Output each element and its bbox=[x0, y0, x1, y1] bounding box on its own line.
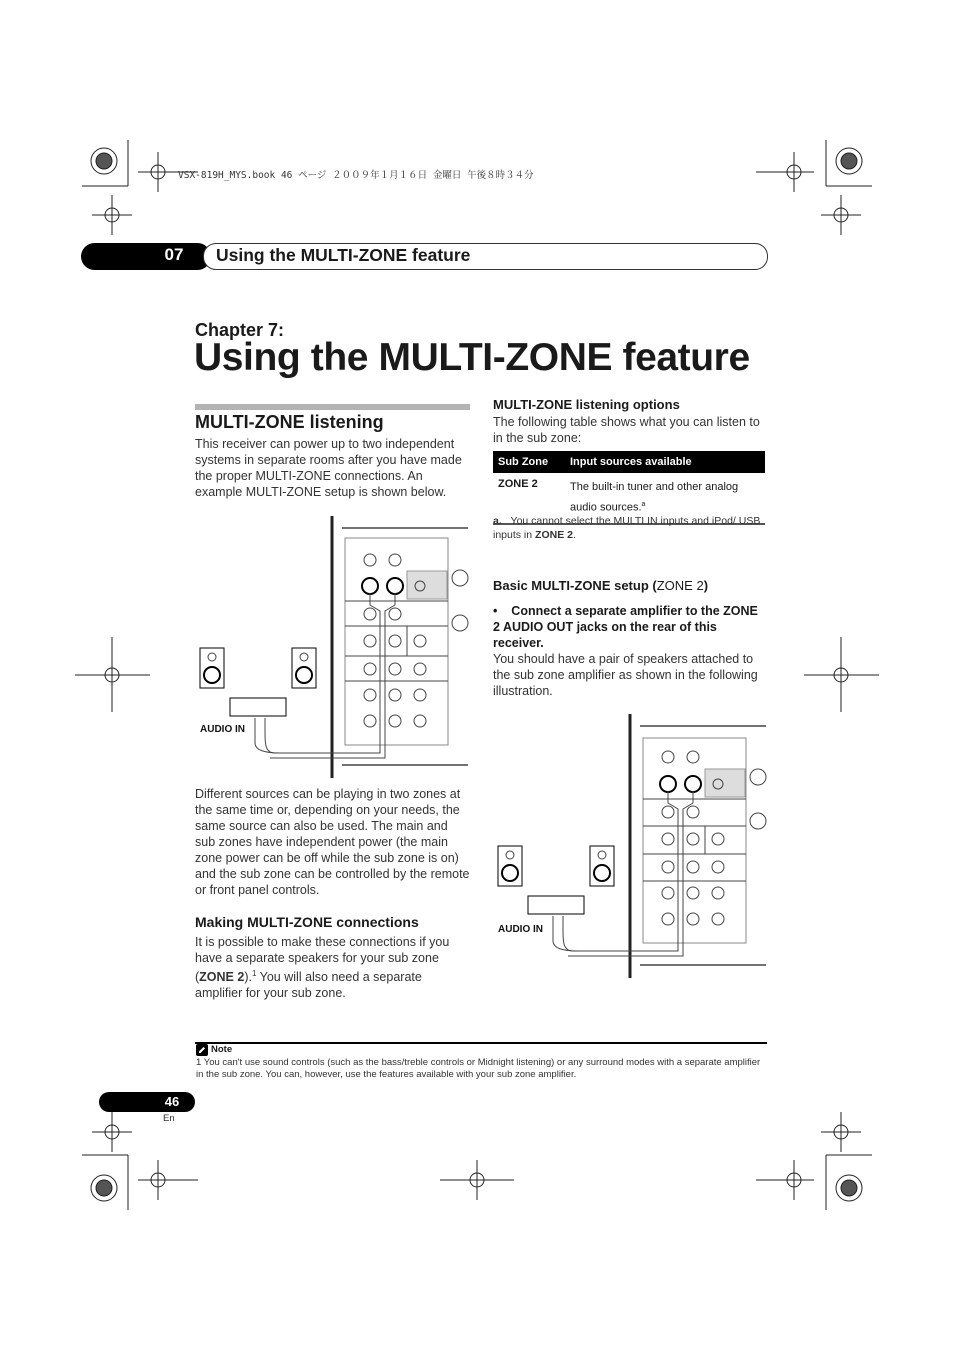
multizone-diagram-1 bbox=[195, 513, 470, 781]
chapter-number: 07 bbox=[164, 245, 184, 264]
note-label: Note bbox=[211, 1044, 233, 1055]
setup-paragraph: You should have a pair of speakers attached to the sub zone amplifier as shown in the following illustration. bbox=[493, 652, 758, 698]
table-header-sub-zone: Sub Zone bbox=[493, 451, 565, 473]
intro-paragraph: This receiver can power up to two independent systems in separate rooms after you have made the proper MULTI-ZONE connections. An example MULTI-ZONE setup is shown below. bbox=[195, 437, 462, 499]
sources-paragraph: Different sources can be playing in two zones at the same time or, depending on your needs, the same source can also be used. The main and sub zones have independent power (the main zone power can be off while the sub zone is on) and the sub zone can be controlled by the remote or front panel controls. bbox=[195, 787, 470, 897]
basic-setup-title: Basic MULTI-ZONE setup (ZONE 2) bbox=[493, 578, 709, 593]
audio-in-label: AUDIO IN bbox=[200, 724, 245, 735]
zone-2-term: ZONE 2 bbox=[199, 970, 245, 985]
options-title: MULTI-ZONE listening options bbox=[493, 397, 680, 412]
page-language: En bbox=[163, 1113, 175, 1124]
page-number: 46 bbox=[164, 1094, 180, 1109]
note-text: 1 You can't use sound controls (such as the bass/treble controls or Midnight listening) or any surround modes with a separate amplifier in the sub zone. You can, however, use the features available with your sub zone amplifier. bbox=[196, 1057, 761, 1080]
table-footnote-ref: a bbox=[641, 501, 646, 508]
options-paragraph: The following table shows what you can listen to in the sub zone: bbox=[493, 415, 760, 445]
connections-title: Making MULTI-ZONE connections bbox=[195, 914, 419, 930]
chapter-bar-title: Using the MULTI-ZONE feature bbox=[216, 245, 471, 265]
audio-in-label: AUDIO IN bbox=[498, 924, 543, 935]
footnote-ref[interactable]: 1 bbox=[251, 969, 257, 978]
table-cell-zone: ZONE 2 bbox=[493, 473, 565, 524]
setup-step: • Connect a separate amplifier to the ZONE 2 AUDIO OUT jacks on the rear of this receiver. bbox=[493, 604, 758, 650]
section-rule bbox=[195, 404, 470, 410]
table-header-input-sources: Input sources available bbox=[565, 451, 765, 473]
table-cell-sources: The built-in tuner and other analog audio sources.$^a$ bbox=[565, 473, 765, 524]
print-header: VSX-819H_MYS.book 46 ページ ２００９年１月１６日 金曜日 午後８時３４分 bbox=[178, 170, 534, 181]
bullet: • bbox=[493, 604, 498, 618]
connections-paragraph: It is possible to make these connections if you have a separate speakers for your sub zone (ZONE 2).$^1$ You will also need a separate amplifier for your sub zone. bbox=[195, 935, 450, 1001]
section-title: MULTI-ZONE listening bbox=[195, 412, 384, 432]
page-title: Using the MULTI-ZONE feature bbox=[194, 336, 750, 379]
note-rule bbox=[195, 1042, 767, 1044]
chapter-label: Chapter 7: bbox=[195, 320, 285, 340]
table-note: a. You cannot select the MULTI IN inputs and iPod/ USB inputs in ZONE 2. bbox=[493, 515, 761, 541]
pencil-icon bbox=[196, 1044, 208, 1056]
multizone-diagram-2 bbox=[493, 711, 768, 981]
